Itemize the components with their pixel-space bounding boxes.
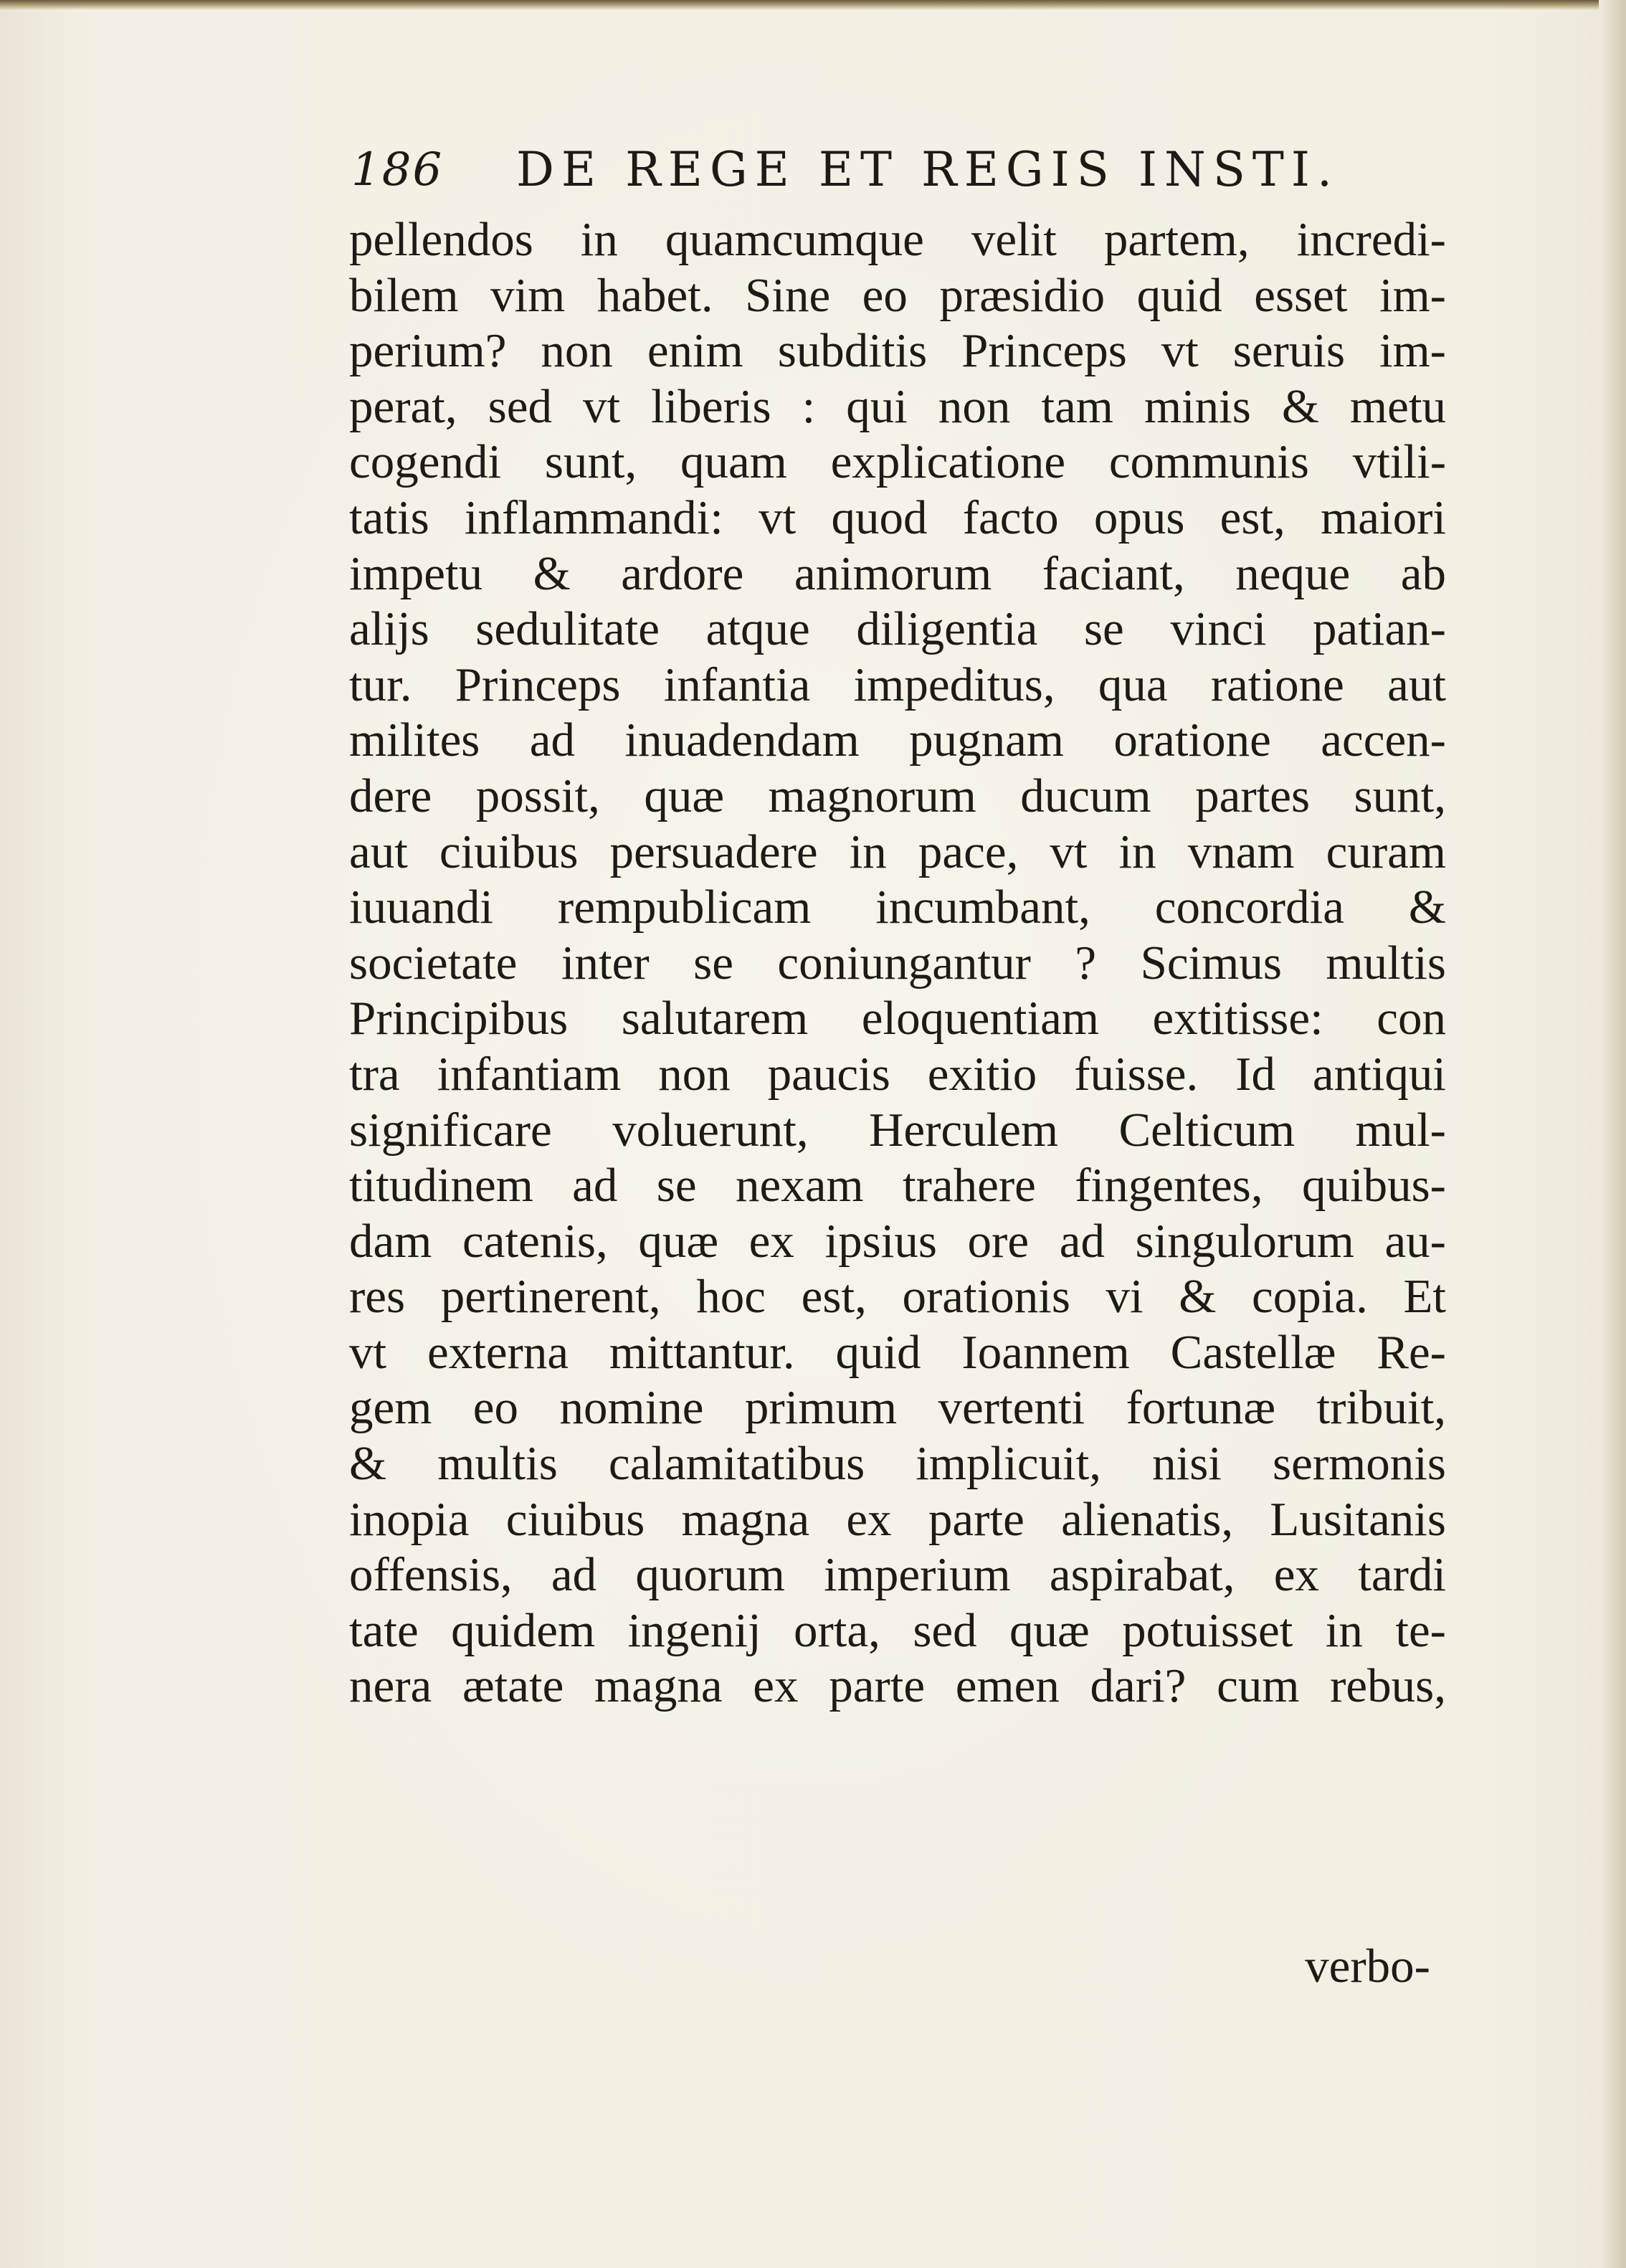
text-line: & multis calamitatibus implicuit, nisi sermonis: [349, 1437, 1446, 1491]
text-line: dam catenis, quæ ex ipsius ore ad singulorum au-: [349, 1214, 1446, 1268]
catchword: verbo-: [1305, 1940, 1430, 1993]
text-line: tur. Princeps infantia impeditus, qua ratione aut: [349, 658, 1446, 711]
text-line: offensis, ad quorum imperium aspirabat, ex tardi: [349, 1548, 1446, 1602]
text-line: tra infantiam non paucis exitio fuisse. Id antiqui: [349, 1047, 1446, 1101]
text-line: cogendi sunt, quam explicatione communis vtili-: [349, 435, 1446, 489]
running-title: DE REGE ET REGIS INSTI.: [516, 142, 1339, 197]
body-text: [349, 212, 1446, 1714]
text-line: significare voluerunt, Herculem Celticum mul-: [349, 1103, 1446, 1157]
text-line: pellendos in quamcumque velit partem, incredi-: [349, 213, 1446, 266]
text-line: impetu & ardore animorum faciant, neque ab: [349, 546, 1446, 600]
text-line: bilem vim habet. Sine eo præsidio quid esset im-: [349, 268, 1446, 322]
running-head: [351, 131, 1463, 209]
text-line: perium? non enim subditis Princeps vt seruis im-: [349, 324, 1446, 378]
text-line: societate inter se coniungantur ? Scimus multis: [349, 936, 1446, 990]
text-line: dere possit, quæ magnorum ducum partes sunt,: [349, 769, 1446, 822]
text-line: res pertinerent, hoc est, orationis vi & copia. Et: [349, 1270, 1446, 1324]
page-gutter-shadow: [1602, 0, 1626, 2268]
text-line: alijs sedulitate atque diligentia se vinci patian-: [349, 602, 1446, 656]
text-line: tate quidem ingenij orta, sed quæ potuisset in te-: [349, 1603, 1446, 1657]
text-line: perat, sed vt liberis : qui non tam minis & metu: [349, 379, 1446, 433]
text-line: nera ætate magna ex parte emen dari? cum rebus,: [349, 1659, 1446, 1713]
text-line: vt externa mittantur. quid Ioannem Castellæ Re-: [349, 1325, 1446, 1379]
text-line: inopia ciuibus magna ex parte alienatis, Lusitanis: [349, 1492, 1446, 1546]
page-number: 186: [351, 143, 444, 196]
page-top-edge: [0, 0, 1599, 10]
text-line: gem eo nomine primum vertenti fortunæ tribuit,: [349, 1381, 1446, 1435]
text-line: milites ad inuadendam pugnam oratione accen-: [349, 713, 1446, 767]
text-line: titudinem ad se nexam trahere fingentes, quibus-: [349, 1159, 1446, 1213]
text-line: aut ciuibus persuadere in pace, vt in vnam curam: [349, 825, 1446, 878]
text-line: iuuandi rempublicam incumbant, concordia &: [349, 881, 1446, 934]
text-line: Principibus salutarem eloquentiam extitisse: con: [349, 992, 1446, 1045]
text-line: tatis inflammandi: vt quod facto opus est, maiori: [349, 490, 1446, 544]
